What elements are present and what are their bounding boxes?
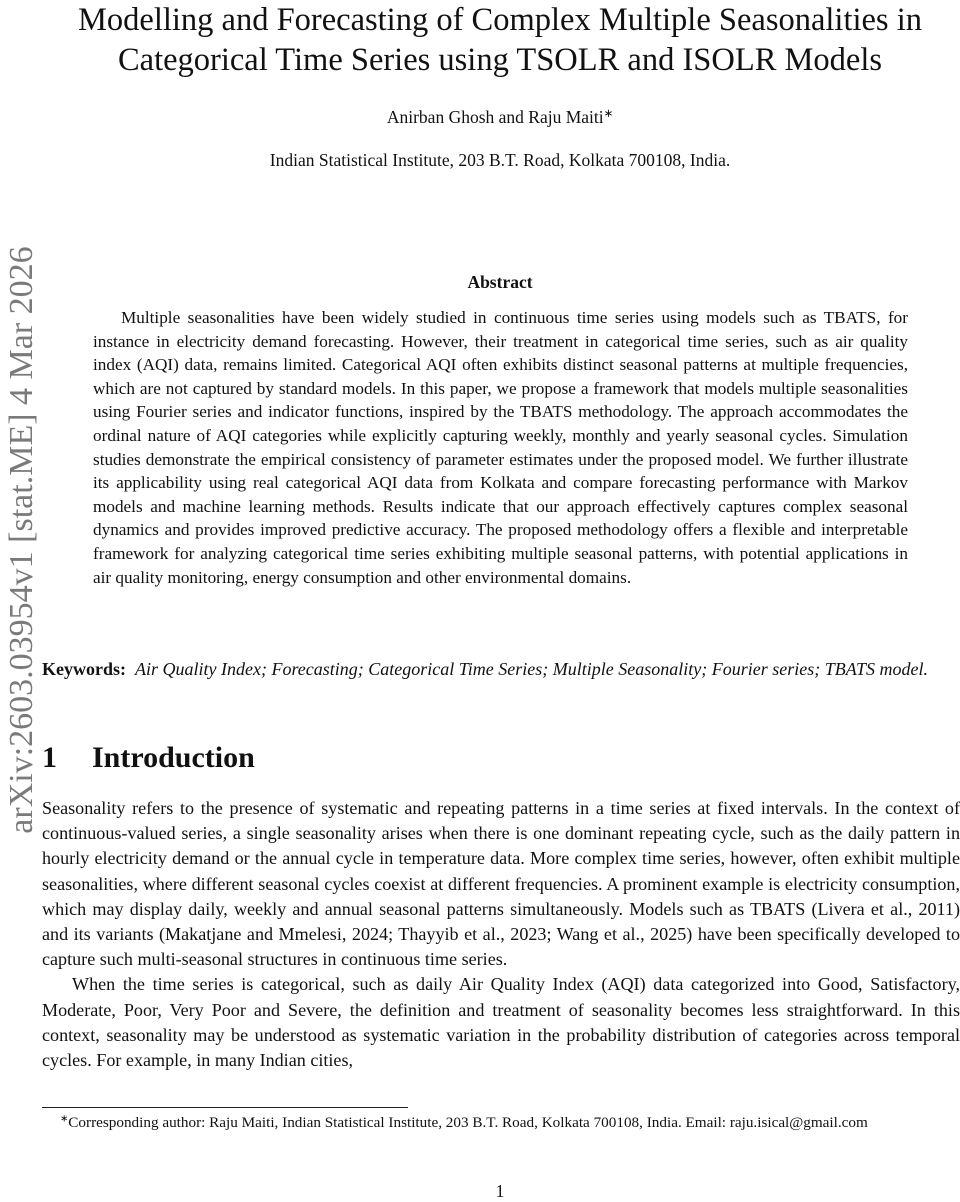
- section-title: Introduction: [92, 741, 255, 774]
- author-list: [40, 107, 960, 128]
- keywords: [42, 657, 960, 682]
- page-number: 1: [495, 1181, 505, 1201]
- introduction-body: [42, 796, 960, 1073]
- footnote-divider: [42, 1107, 408, 1108]
- abstract-body: Multiple seasonalities have been widely studied in continuous time series using models such as TBATS, for instance in electricity demand forecasting. However, their treatment in categorical time series, such as air quality index (AQI) data, remains limited. Categorical AQI often exhibits distinct seasonal patterns at multiple frequencies, which are not captured by standard models. In this paper, we propose a framework that models multiple seasonalities using Fourier series and indicator functions, inspired by the TBATS methodology. The approach accommodates the ordinal nature of AQI categories while explicitly capturing weekly, monthly and yearly seasonal cycles. Simulation studies demonstrate the empirical consistency of parameter estimates under the proposed model. We further illustrate its applicability using real categorical AQI data from Kolkata and compare forecasting performance with Markov models and machine learning methods. Results indicate that our approach effectively captures complex seasonal dynamics and provides improved predictive accuracy. The proposed methodology offers a flexible and interpretable framework for analyzing categorical time series exhibiting multiple seasonal patterns, with potential applications in air quality monitoring, energy consumption and other environmental domains.: [93, 308, 908, 587]
- keywords-list: Air Quality Index; Forecasting; Categorical Time Series; Multiple Seasonality; Fourier series; TBATS model.: [135, 659, 929, 679]
- affiliation: Indian Statistical Institute, 203 B.T. Road, Kolkata 700108, India.: [269, 150, 731, 170]
- section-heading-introduction: [42, 741, 942, 775]
- section-number: 1: [42, 741, 57, 774]
- author-footnote-mark: ∗: [603, 107, 614, 120]
- footnote-text: Corresponding author: Raju Maiti, Indian Statistical Institute, 203 B.T. Road, Kolkata 700108, India. Email: raju.isical@gmail.com: [68, 1114, 868, 1131]
- paragraph-1: Seasonality refers to the presence of systematic and repeating patterns in a time series at fixed intervals. In the context of continuous-valued series, a single seasonality arises when there is one dominant repeating cycle, such as the daily pattern in hourly electricity demand or the annual cycle in temperature data. More complex time series, however, often exhibit multiple seasonalities, where different seasonal cycles coexist at different frequencies. A prominent example is electricity consumption, which may display daily, weekly and annual seasonal patterns simultaneously. Models such as TBATS (Livera et al., 2011) and its variants (Makatjane and Mmelesi, 2024; Thayyib et al., 2023; Wang et al., 2025) have been specifically developed to capture such multi-seasonal structures in continuous time series.: [42, 798, 960, 970]
- title-line-1: Modelling and Forecasting of Complex Multiple Seasonalities in: [78, 2, 922, 38]
- footnote-mark: ∗: [60, 1113, 69, 1125]
- title-line-2: Categorical Time Series using TSOLR and ISOLR Models: [117, 42, 883, 78]
- abstract-heading: Abstract: [467, 272, 533, 292]
- arxiv-sidebar-stamp: [0, 230, 44, 850]
- authors-names: Anirban Ghosh and Raju Maiti: [386, 107, 604, 127]
- keywords-label: Keywords:: [42, 659, 126, 679]
- paragraph-2: When the time series is categorical, such as daily Air Quality Index (AQI) data categorized into Good, Satisfactory, Moderate, Poor, Very Poor and Severe, the definition and treatment of seasonality becomes less straightforward. In this context, seasonality may be understood as systematic variation in the probability distribution of categories across temporal cycles. For example, in many Indian cities,: [42, 974, 960, 1071]
- footnote: [42, 1113, 960, 1133]
- arxiv-identifier: arXiv:2603.03954v1 [stat.ME] 4 Mar 2026: [3, 246, 40, 834]
- paper-title: [40, 0, 960, 80]
